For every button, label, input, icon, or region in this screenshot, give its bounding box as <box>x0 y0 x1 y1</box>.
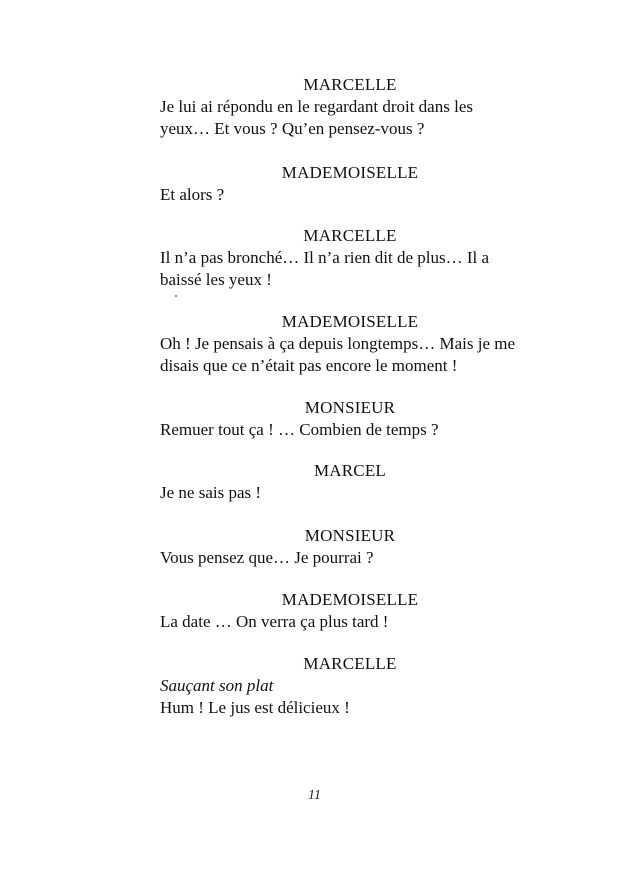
speaker-name: MARCELLE <box>303 75 397 94</box>
dialogue-line: La date … On verra ça plus tard ! <box>160 612 389 631</box>
speaker-name: MARCEL <box>313 461 387 480</box>
speaker-name: MADEMOISELLE <box>281 590 419 609</box>
dialogue-block <box>160 225 540 291</box>
speaker-name: MONSIEUR <box>304 526 396 545</box>
dialogue-line: Il n’a pas bronché… Il n’a rien dit de plus… Il a <box>160 248 490 267</box>
dialogue-block <box>160 397 540 441</box>
print-speck <box>175 295 177 297</box>
dialogue-block <box>160 460 540 504</box>
page-number: 11 <box>308 788 321 803</box>
speaker-name: MADEMOISELLE <box>281 312 419 331</box>
speaker-name: MARCELLE <box>303 226 397 245</box>
dialogue-block <box>160 525 540 569</box>
speaker-name: MONSIEUR <box>304 398 396 417</box>
dialogue-line: Oh ! Je pensais à ça depuis longtemps… Mais je me <box>160 334 516 353</box>
dialogue-block <box>160 653 540 719</box>
dialogue-block <box>160 589 540 633</box>
dialogue-line: Remuer tout ça ! … Combien de temps ? <box>160 420 439 439</box>
speaker-name: MADEMOISELLE <box>281 163 419 182</box>
speaker-name: MARCELLE <box>303 654 397 673</box>
dialogue-line: Je ne sais pas ! <box>160 483 262 502</box>
dialogue-line: baissé les yeux ! <box>160 270 272 289</box>
stage-direction: Sauçant son plat <box>160 676 274 695</box>
dialogue-block <box>160 162 540 206</box>
dialogue-block <box>160 74 540 140</box>
dialogue-line: yeux… Et vous ? Qu’en pensez-vous ? <box>160 119 425 138</box>
dialogue-line: Je lui ai répondu en le regardant droit dans les <box>160 97 473 116</box>
dialogue-line: Vous pensez que… Je pourrai ? <box>160 548 374 567</box>
dialogue-line: Et alors ? <box>160 185 225 204</box>
dialogue-line: Hum ! Le jus est délicieux ! <box>160 698 350 717</box>
dialogue-line: disais que ce n’était pas encore le moment ! <box>160 356 458 375</box>
dialogue-block <box>160 311 540 377</box>
